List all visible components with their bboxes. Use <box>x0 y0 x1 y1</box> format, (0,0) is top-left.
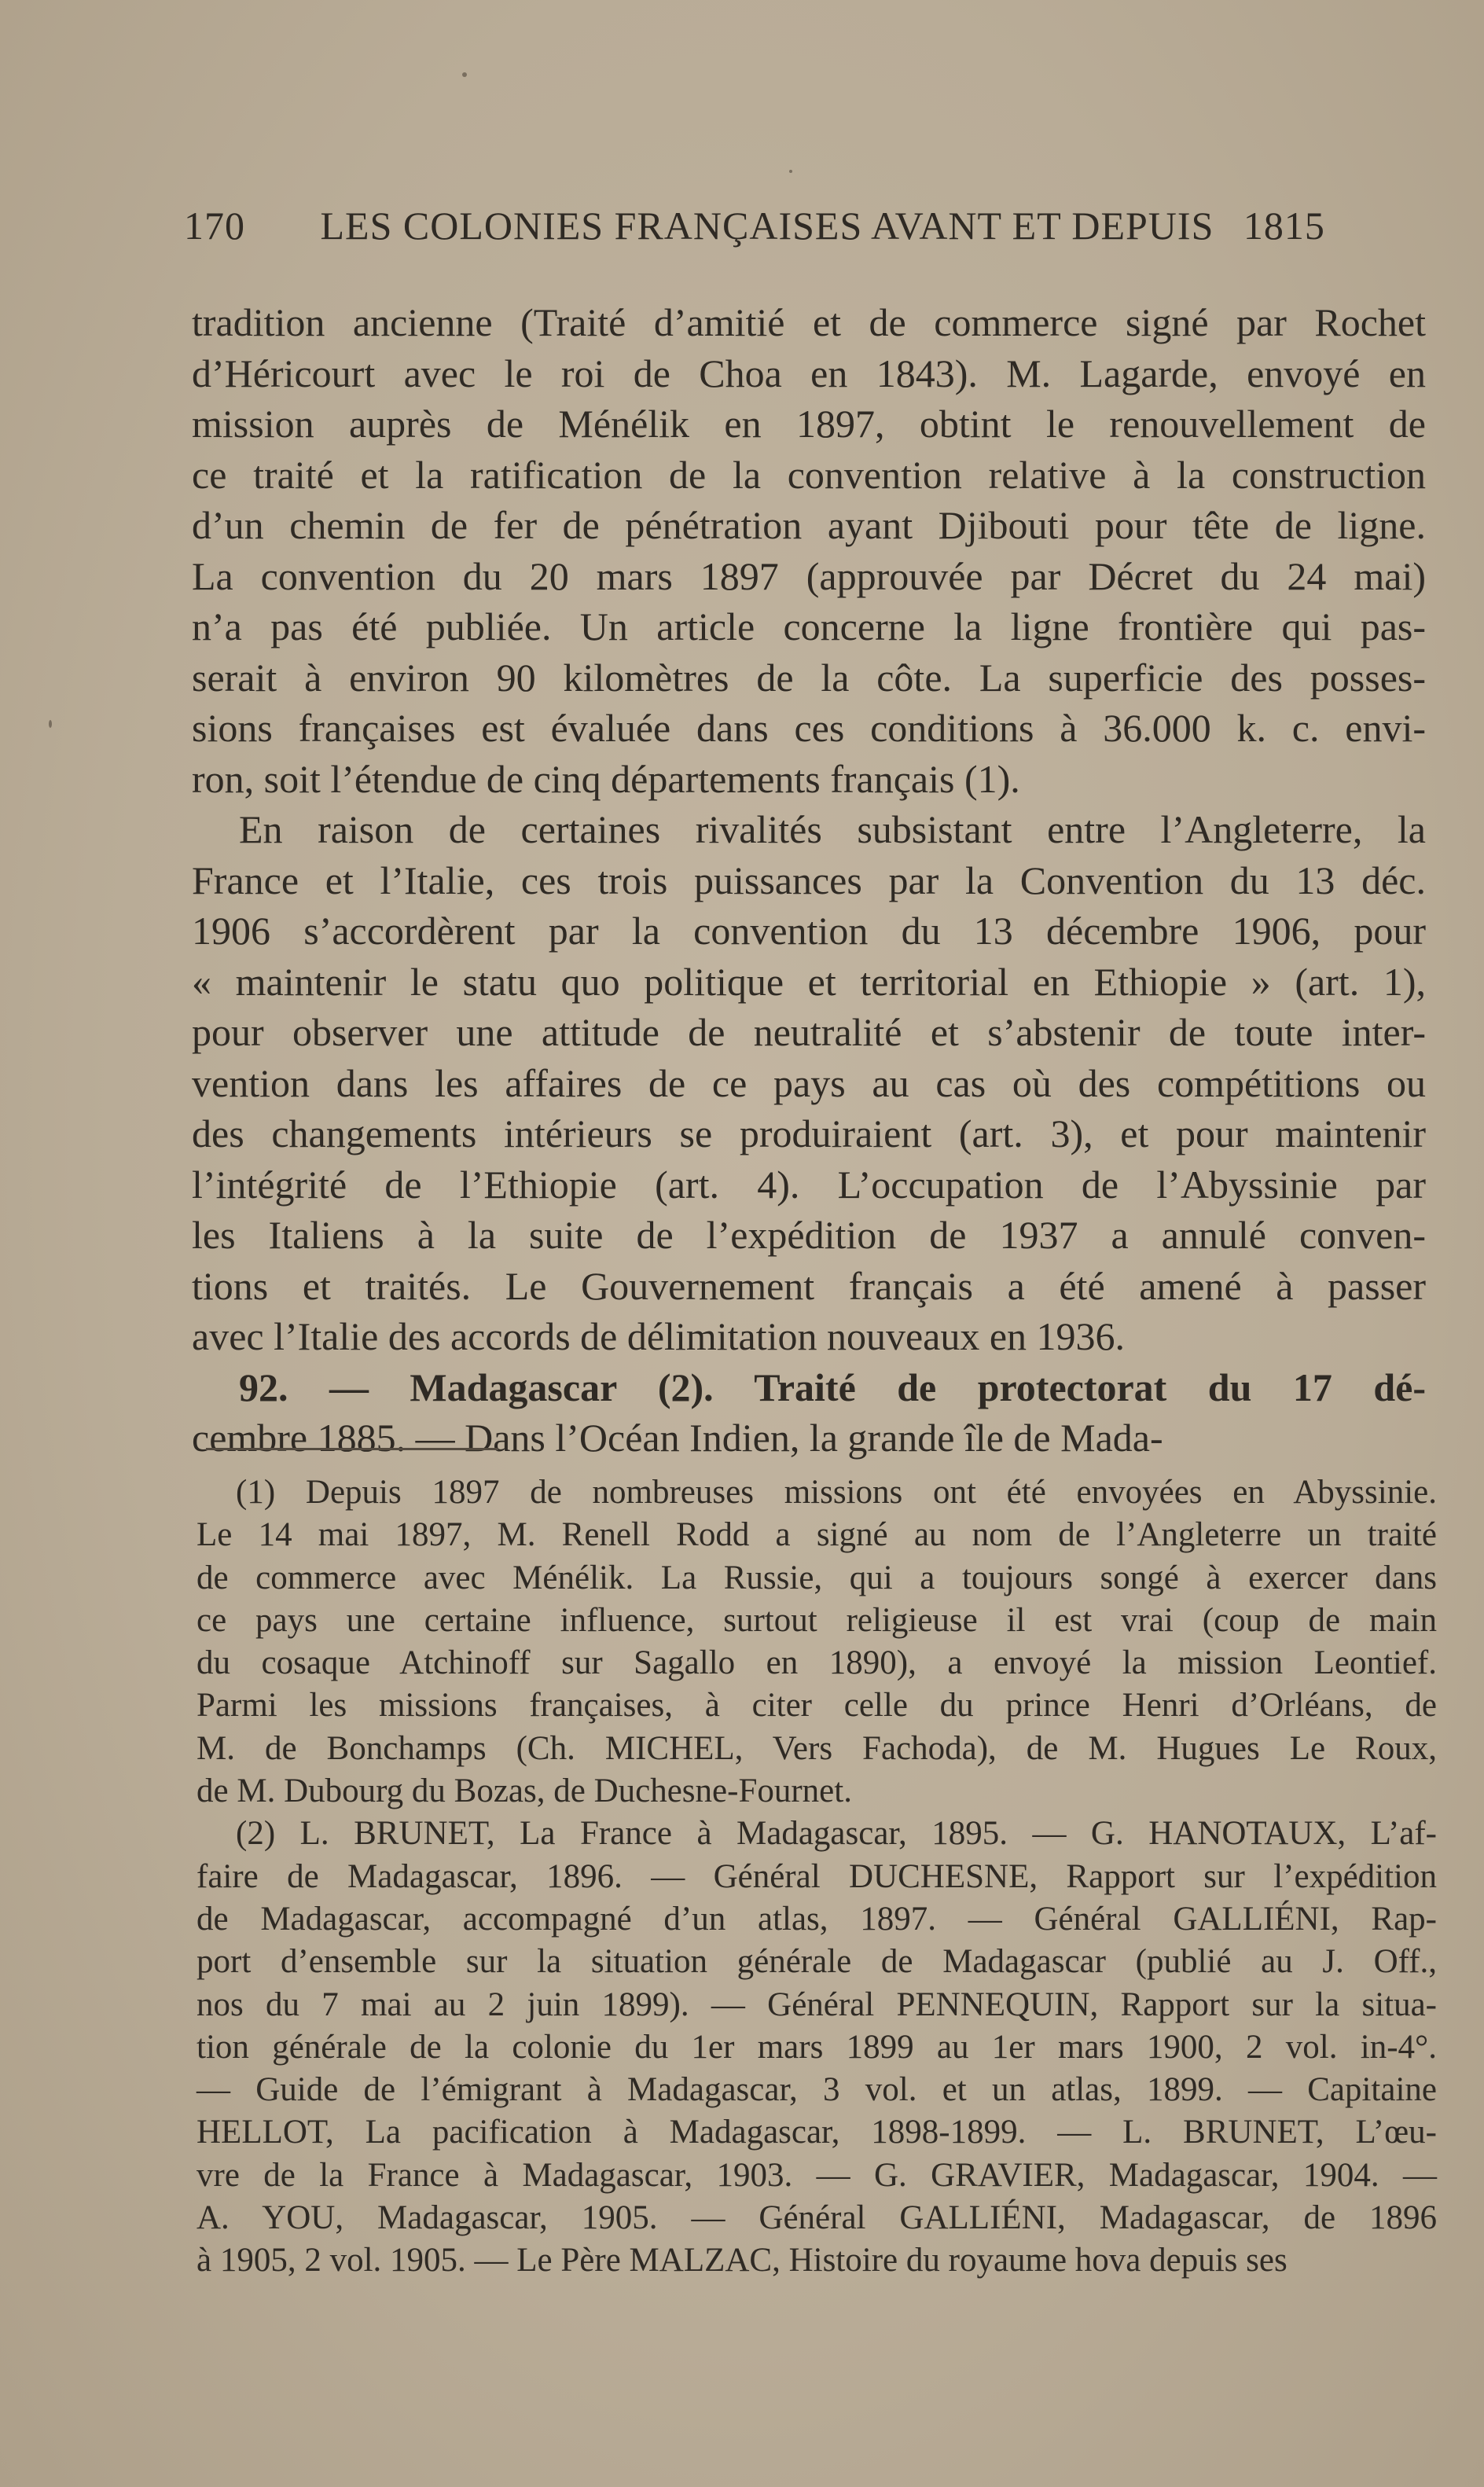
text-line: pour observer une attitude de neutralité et s’abstenir de toute inter- <box>192 1010 1426 1054</box>
footnotes <box>197 1471 1437 2283</box>
text-line: n’a pas été publiée. Un article concerne la ligne frontière qui pas- <box>192 604 1426 648</box>
text-line: avec l’Italie des accords de délimitation nouveaux en 1936. <box>192 1314 1126 1358</box>
text-line: d’Héricourt avec le roi de Choa en 1843). M. Lagarde, envoyé en <box>192 351 1426 395</box>
text-line: les Italiens à la suite de l’expédition de 1937 a annulé conven- <box>192 1213 1426 1257</box>
footnote-separator <box>206 1448 498 1450</box>
text-line: ce traité et la ratification de la convention relative à la construction <box>192 452 1426 497</box>
footnote-line: nos du 7 mai au 2 juin 1899). — Général PENNEQUIN, Rapport sur la situa- <box>197 1986 1437 2023</box>
footnote-line: HELLOT, La pacification à Madagascar, 1898-1899. — L. BRUNET, L’œu- <box>197 2114 1437 2151</box>
running-title-year: 1815 <box>1243 204 1325 248</box>
page-number: 170 <box>184 204 245 248</box>
footnote-line: Le 14 mai 1897, M. Renell Rodd a signé au nom de l’Angleterre un traité <box>197 1516 1437 1554</box>
text-line: France et l’Italie, ces trois puissances par la Convention du 13 déc. <box>192 858 1426 902</box>
text-line: des changements intérieurs se produiraient (art. 3), et pour maintenir <box>192 1111 1426 1155</box>
running-title: LES COLONIES FRANÇAISES AVANT ET DEPUIS <box>320 204 1214 248</box>
footnote-line: A. YOU, Madagascar, 1905. — Général GALLIÉNI, Madagascar, de 1896 <box>197 2199 1437 2237</box>
footnote-line: — Guide de l’émigrant à Madagascar, 3 vol. et un atlas, 1899. — Capitaine <box>197 2071 1437 2109</box>
paper-speck <box>49 720 52 728</box>
footnote-line: du cosaque Atchinoff sur Sagallo en 1890), a envoyé la mission Leontief. <box>197 1644 1437 1682</box>
footnote-line: port d’ensemble sur la situation générale de Madagascar (publié au J. Off., <box>197 1943 1437 1981</box>
footnote-line: de M. Dubourg du Bozas, de Duchesne-Fournet. <box>197 1772 852 1810</box>
text-line: tradition ancienne (Traité d’amitié et de commerce signé par Rochet <box>192 300 1426 344</box>
text-line: « maintenir le statu quo politique et territorial en Ethiopie » (art. 1), <box>192 959 1426 1004</box>
text-line: La convention du 20 mars 1897 (approuvée par Décret du 24 mai) <box>192 553 1426 598</box>
footnote-line: (2) L. BRUNET, La France à Madagascar, 1895. — G. HANOTAUX, L’af- <box>236 1815 1437 1853</box>
main-text <box>192 297 1426 1464</box>
text-line: mission auprès de Ménélik en 1897, obtint le renouvellement de <box>192 402 1426 446</box>
footnote-line: tion générale de la colonie du 1er mars 1899 au 1er mars 1900, 2 vol. in-4°. <box>197 2028 1437 2066</box>
text-line: cembre 1885. — Dans l’Océan Indien, la grande île de Mada- <box>192 1416 1163 1460</box>
text-line: l’intégrité de l’Ethiopie (art. 4). L’occupation de l’Abyssinie par <box>192 1162 1426 1207</box>
text-line: sions françaises est évaluée dans ces conditions à 36.000 k. c. envi- <box>192 706 1426 750</box>
footnote-line: de Madagascar, accompagné d’un atlas, 1897. — Général GALLIÉNI, Rap- <box>197 1900 1437 1938</box>
section-heading-line: 92. — Madagascar (2). Traité de protectorat du 17 dé- <box>239 1365 1426 1409</box>
footnote-line: Parmi les missions françaises, à citer celle du prince Henri d’Orléans, de <box>197 1687 1437 1725</box>
footnote-line: M. de Bonchamps (Ch. MICHEL, Vers Fachoda), de M. Hugues Le Roux, <box>197 1729 1437 1767</box>
text-line: vention dans les affaires de ce pays au cas où des compétitions ou <box>192 1060 1426 1105</box>
text-line: d’un chemin de fer de pénétration ayant Djibouti pour tête de ligne. <box>192 503 1426 547</box>
text-line: En raison de certaines rivalités subsistant entre l’Angleterre, la <box>239 807 1426 851</box>
text-line: 1906 s’accordèrent par la convention du 13 décembre 1906, pour <box>192 909 1426 953</box>
footnote-line: ce pays une certaine influence, surtout religieuse il est vrai (coup de main <box>197 1601 1437 1639</box>
footnote-line: vre de la France à Madagascar, 1903. — G. GRAVIER, Madagascar, 1904. — <box>197 2156 1437 2194</box>
paper-speck <box>789 170 792 173</box>
text-line: serait à environ 90 kilomètres de la côte. La superficie des posses- <box>192 655 1426 700</box>
footnote-line: faire de Madagascar, 1896. — Général DUCHESNE, Rapport sur l’expédition <box>197 1857 1437 1895</box>
paper-speck <box>462 72 467 77</box>
running-header <box>184 203 1325 266</box>
text-line: tions et traités. Le Gouvernement français a été amené à passer <box>192 1263 1426 1308</box>
text-line: ron, soit l’étendue de cinq départements français (1). <box>192 756 1020 801</box>
footnote-line: à 1905, 2 vol. 1905. — Le Père MALZAC, Histoire du royaume hova depuis ses <box>197 2242 1287 2279</box>
footnote-line: de commerce avec Ménélik. La Russie, qui a toujours songé à exercer dans <box>197 1559 1437 1596</box>
footnote-line: (1) Depuis 1897 de nombreuses missions ont été envoyées en Abyssinie. <box>236 1474 1437 1511</box>
